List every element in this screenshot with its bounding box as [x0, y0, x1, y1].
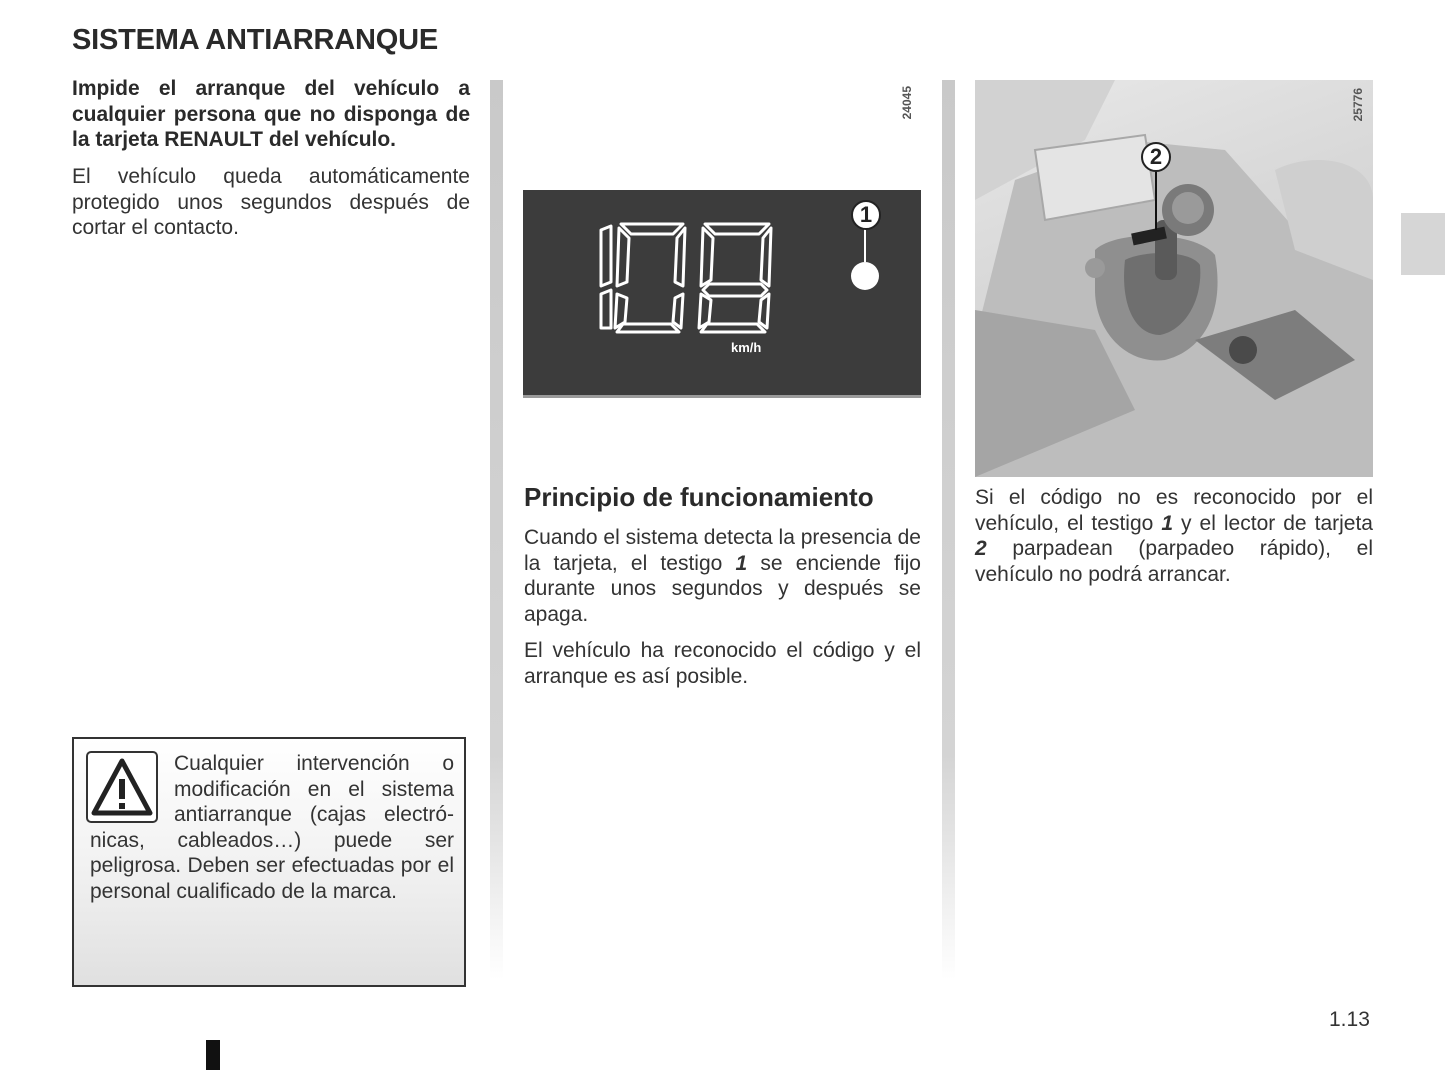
speedometer-display-figure — [523, 190, 921, 398]
page-title: SISTEMA ANTIARRANQUE — [72, 24, 439, 56]
display-unit: km/h — [731, 340, 762, 355]
figure-code-25776: 25776 — [1351, 88, 1365, 122]
chapter-side-tab — [1401, 213, 1445, 275]
failure-part-b: y el lector de tarjeta — [1173, 511, 1373, 535]
column-separator-1 — [490, 80, 503, 980]
intro-paragraph: El vehículo queda automáticamente protegido unos segundos después de cortar el contacto. — [72, 165, 470, 239]
failure-ref-2: 2 — [975, 537, 987, 560]
callout-2: 2 — [1141, 142, 1171, 172]
print-registration-mark — [206, 1040, 220, 1070]
principle-paragraph-2: El vehículo ha reconocido el código y el arranque es así posible. — [524, 639, 921, 688]
callout-1: 1 — [851, 200, 881, 230]
failure-part-c: parpadean (parpadeo rápido), el vehículo no podrá arrancar. — [975, 537, 1373, 586]
failure-part-a: Si el código no es reconocido por el vehículo, el testigo — [975, 486, 1373, 535]
column-separator-2 — [942, 80, 955, 980]
warning-light-1 — [851, 262, 879, 290]
figure-code-24045: 24045 — [900, 86, 914, 120]
page-number: 1.13 — [1329, 1008, 1370, 1031]
intro-bold-paragraph: Impide el arranque del vehículo a cualquier persona que no disponga de la tarjeta RENAULT del vehículo. — [72, 77, 470, 151]
section-heading: Principio de funcionamiento — [524, 482, 874, 512]
failure-paragraph — [975, 485, 1373, 587]
para1-part-b: se enciende fijo durante unos segundos y después se apaga. — [524, 551, 921, 626]
failure-ref-1: 1 — [1161, 511, 1173, 535]
warning-box — [72, 737, 466, 987]
para1-ref: 1 — [735, 551, 748, 575]
para1-part-a: Cuando el sistema detecta la presencia de la tarjeta, el testigo — [524, 526, 921, 575]
warning-text: Cualquier intervención o modificación en el sistema antiarranque (cajas electrónicas, cableados…) puede ser peligrosa. Deben ser efectuadas por el personal cualificado de la marca. — [90, 752, 454, 903]
card-reader-photo — [975, 80, 1373, 477]
principle-paragraph-1 — [524, 525, 921, 627]
console-illustration — [975, 80, 1373, 477]
warning-triangle-icon — [86, 751, 158, 823]
